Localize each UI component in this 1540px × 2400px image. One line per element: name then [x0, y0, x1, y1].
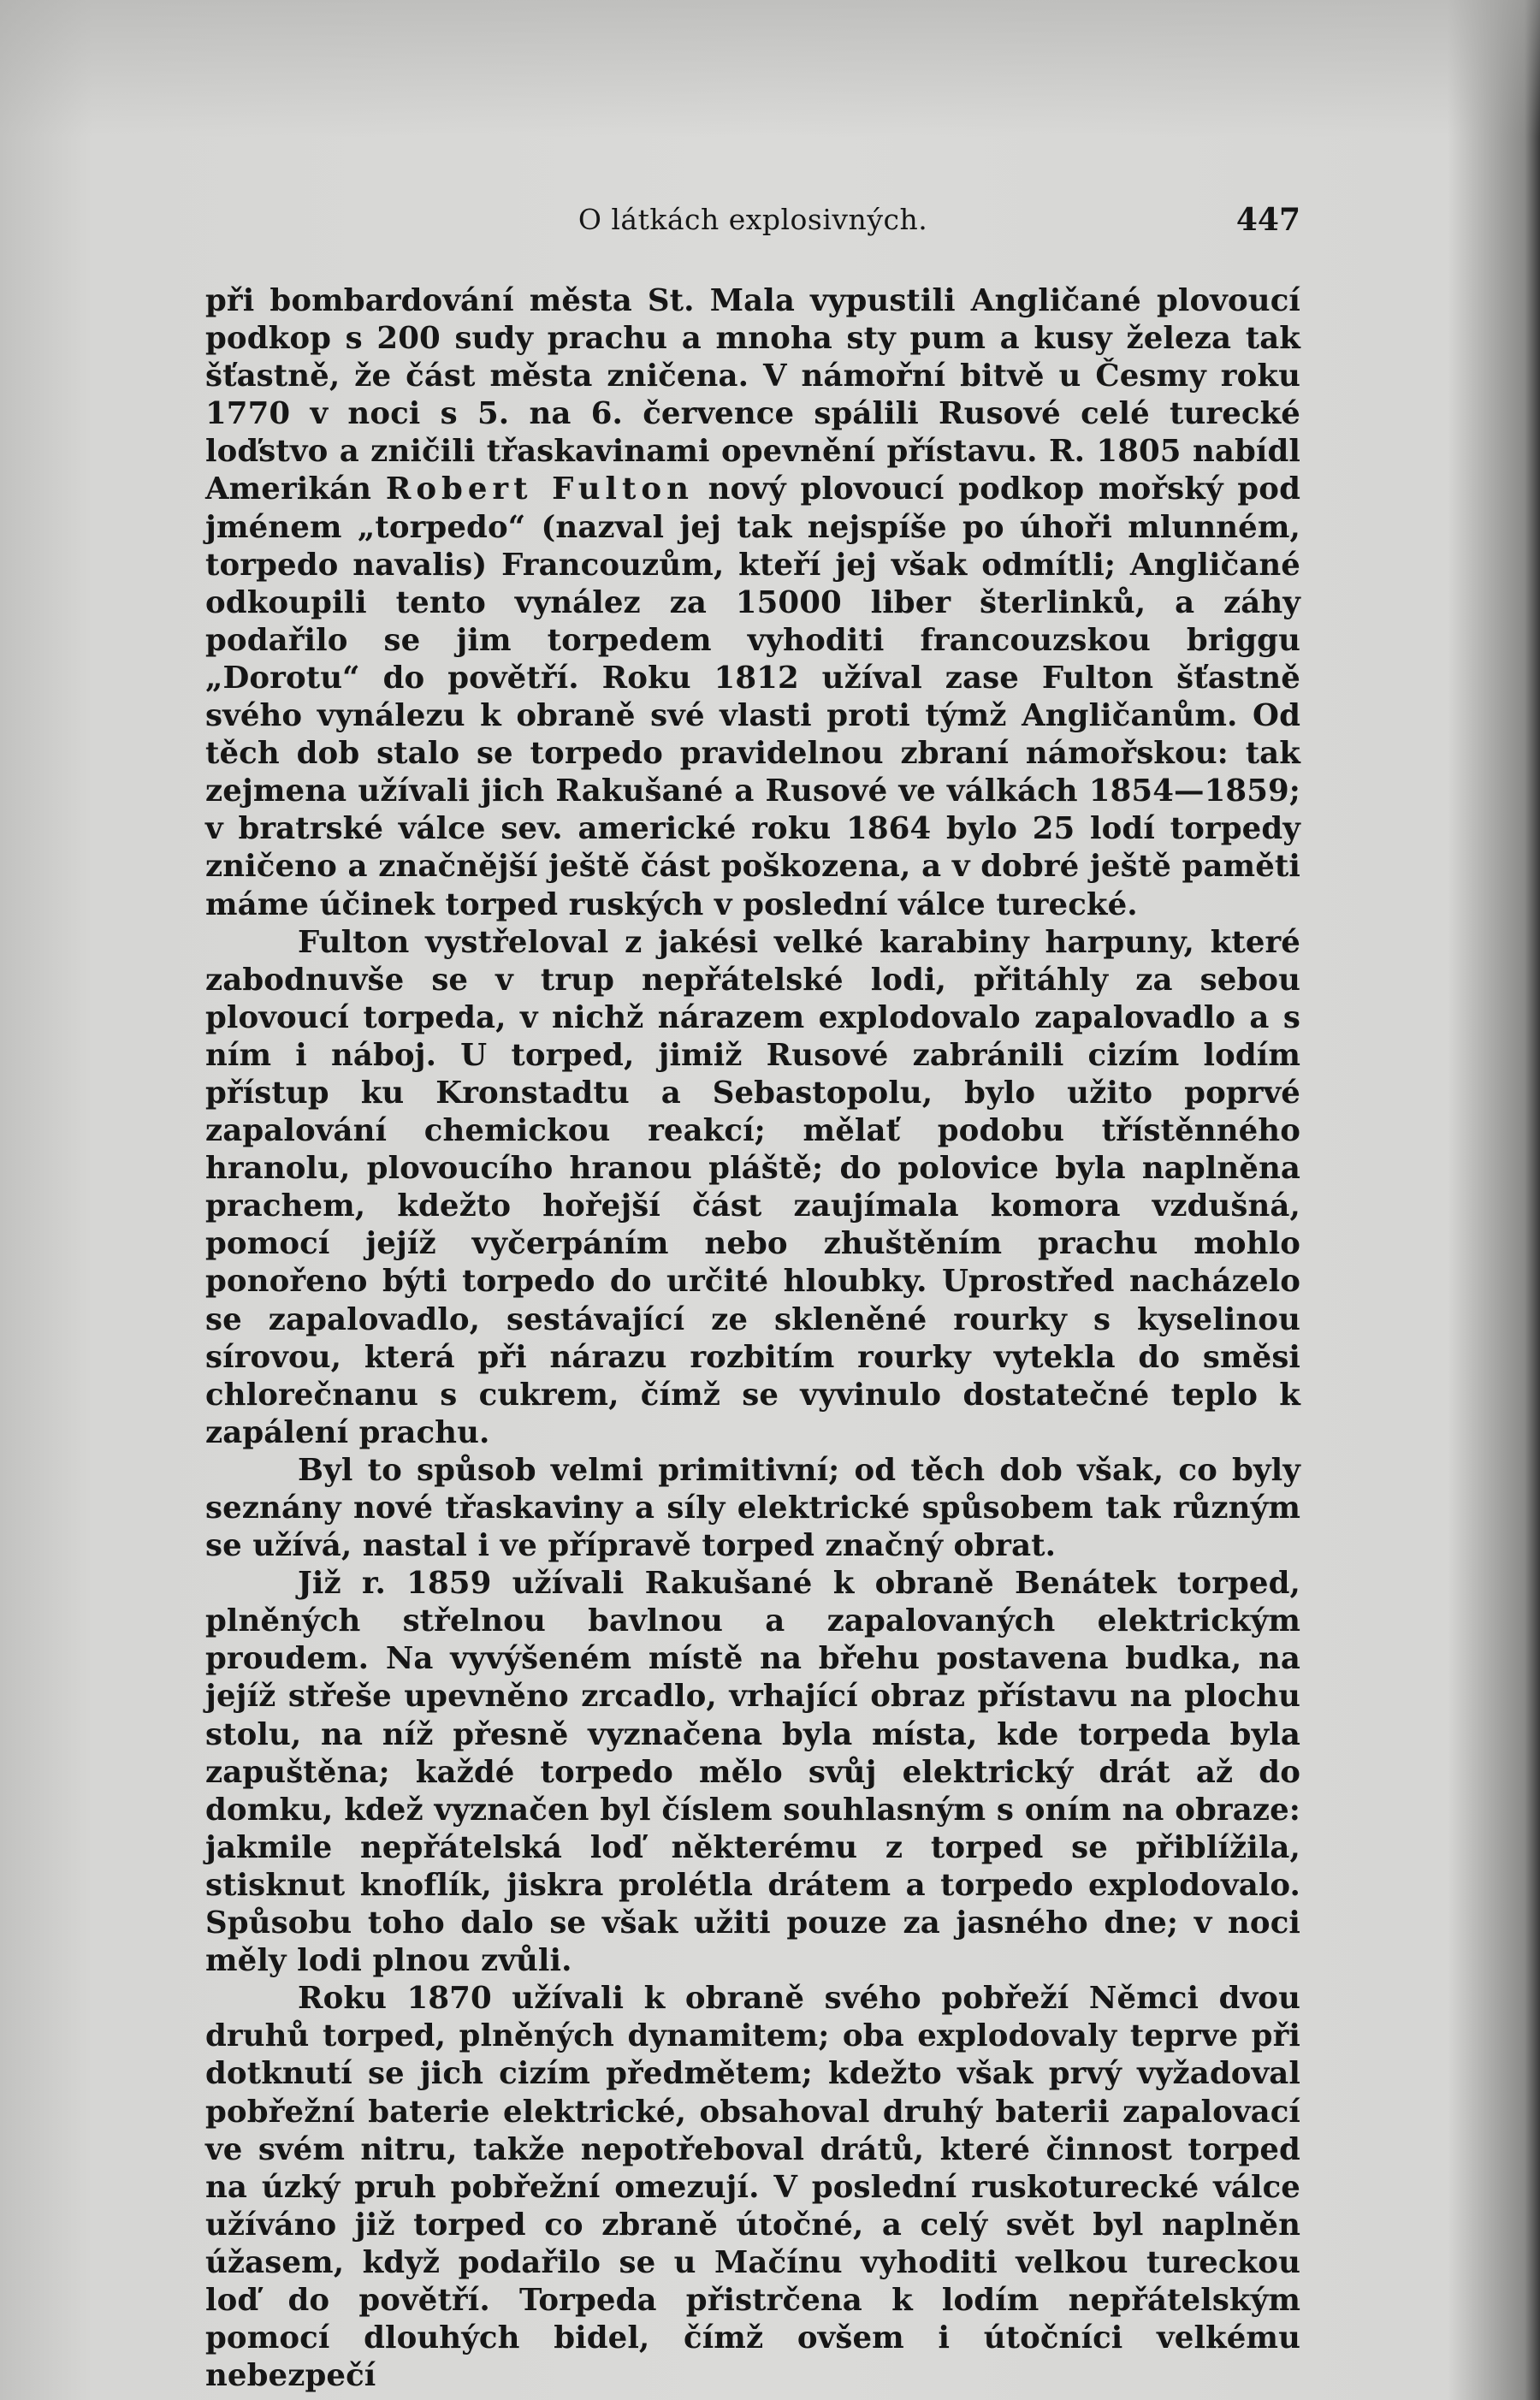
- page-header: [205, 199, 1300, 241]
- page-number: 447: [1235, 202, 1300, 238]
- paragraph-5: Roku 1870 užívali k obraně svého pobřeží Němci dvou druhů torped, plněných dynamitem; oba explodovaly teprve při dotknutí se jich cizím předmětem; kdežto však prvý vyžadoval pobřežní baterie elektrické, obsahoval druhý baterii zapalovací ve svém nitru, takže nepotřeboval drátů, které činnost torped na úzký pruh pobřežní omezují. V poslední ruskoturecké válce užíváno již torped co zbraně útočné, a celý svět byl naplněn úžasem, když podařilo se u Mačínu vyhoditi velkou tureckou loď do povětří. Torpeda přistrčena k lodím nepřátelským pomocí dlouhých bidel, čímž ovšem i útočníci velkému nebezpečí: [205, 1981, 1300, 2394]
- body-text: [205, 282, 1300, 2395]
- paragraph-2: Fulton vystřeloval z jakési velké karabiny harpuny, které zabodnuvše se v trup nepřátelské lodi, přitáhly za sebou plovoucí torpeda, v nichž nárazem explodovalo zapalovadlo a s ním i náboj. U torped, jimiž Rusové zabránili cizím lodím přístup ku Kronstadtu a Sebastopolu, bylo užito poprvé zapalování chemickou reakcí; mělať podobu třístěnného hranolu, plovoucího hranou pláště; do polovice byla naplněna prachem, kdežto hořejší část zaujímala komora vzdušná, pomocí jejíž vyčerpáním nebo zhuštěním prachu mohlo ponořeno býti torpedo do určité hloubky. Uprostřed nacházelo se zapalovadlo, sestávající ze skleněné rourky s kyselinou sírovou, která při nárazu rozbitím rourky vytekla do směsi chlorečnanu s cukrem, čímž se vyvinulo dostatečné teplo k zapálení prachu.: [205, 924, 1300, 1450]
- paragraph-1-text-before: při bombardování města St. Mala vypustili Angličané plovoucí podkop s 200 sudy prachu a mnoha sty pum a kusy železa tak šťastně, že část města zničena. V námořní bitvě u Česmy roku 1770 v noci s 5. na 6. července spálili Rusové celé turecké loďstvo a zničili třaskavinami opevnění přístavu. R. 1805 nabídl Amerikán: [205, 283, 1300, 507]
- paragraph-1: [205, 282, 1300, 924]
- paragraph-4: Již r. 1859 užívali Rakušané k obraně Benátek torped, plněných střelnou bavlnou a zapalovaných elektrickým proudem. Na vyvýšeném místě na břehu postavena budka, na jejíž střeše upevněno zrcadlo, vrhající obraz přístavu na plochu stolu, na níž přesně vyznačena byla místa, kde torpeda byla zapuštěna; každé torpedo mělo svůj elektrický drát až do domku, kdež vyznačen byl číslem souhlasným s oním na obraze: jakmile nepřátelská loď některému z torped se přiblížila, stisknut knoflík, jiskra prolétla drátem a torpedo explodovalo. Spůsobu toho dalo se však užiti pouze za jasného dne; v noci měly lodi plnou zvůli.: [205, 1566, 1300, 1979]
- paragraph-1-text-after: nový plovoucí podkop mořský pod jménem „torpedo“ (nazval jej tak nejspíše po úhoři mlunném, torpedo navalis) Francouzům, kteří jej však odmítli; Angličané odkoupili tento vynález za 15000 liber šterlinků, a záhy podařilo se jim torpedem vyhoditi francouzskou briggu „Dorotu“ do povětří. Roku 1812 užíval zase Fulton šťastně svého vynálezu k obraně své vlasti proti týmž Angličanům. Od těch dob stalo se torpedo pravidelnou zbraní námořskou: tak zejmena užívali jich Rakušané a Rusové ve válkách 1854—1859; v bratrské válce sev. americké roku 1864 bylo 25 lodí torpedy zničeno a značnější ještě část poškozena, a v dobré ještě paměti máme účinek torped ruských v poslední válce turecké.: [205, 471, 1301, 922]
- spaced-name-robert-fulton: Robert Fulton: [385, 471, 694, 507]
- paragraph-3: Byl to spůsob velmi primitivní; od těch dob však, co byly seznány nové třaskaviny a síly elektrické spůsobem tak různým se užívá, nastal i ve přípravě torped značný obrat.: [205, 1452, 1300, 1564]
- running-title: O látkách explosivných.: [578, 203, 928, 236]
